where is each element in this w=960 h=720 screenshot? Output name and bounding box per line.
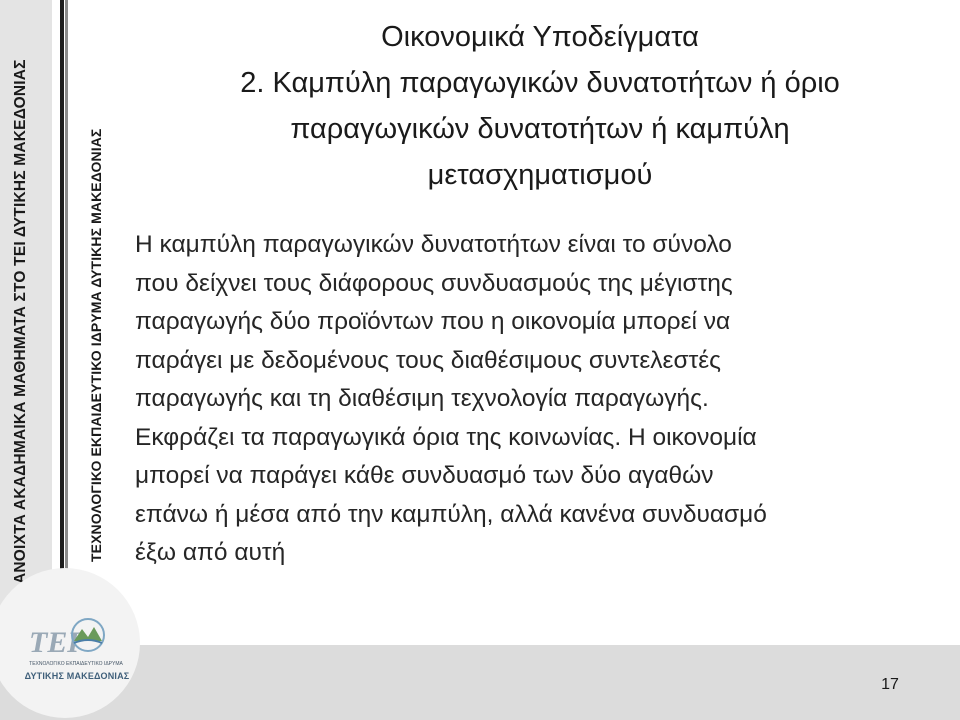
title-line: παραγωγικών δυνατοτήτων ή καμπύλη [290, 113, 790, 145]
title-line: μετασχηματισμού [427, 159, 653, 191]
slide-title [140, 14, 940, 198]
title-line: 2. Καμπύλη παραγωγικών δυνατοτήτων ή όριο [240, 67, 840, 99]
body-line: Η καμπύλη παραγωγικών δυνατοτήτων είναι το σύνολο [135, 231, 732, 258]
logo-text: TEI [29, 626, 80, 659]
body-line: Εκφράζει τα παραγωγικά όρια της κοινωνίας. Η οικονομία [135, 423, 757, 451]
body-line: που δείχνει τους διάφορους συνδυασμούς της μέγιστης [135, 269, 733, 297]
logo-name: ΔΥΤΙΚΗΣ ΜΑΚΕΔΟΝΙΑΣ [24, 671, 130, 681]
divider-bar [60, 0, 64, 600]
body-line: έξω από αυτή [135, 539, 286, 566]
divider-bar-light [65, 0, 68, 600]
slide-body [135, 226, 925, 573]
logo-subtitle: ΤΕΧΝΟΛΟΓΙΚΟ ΕΚΠΑΙΔΕΥΤΙΚΟ ΙΔΡΥΜΑ [29, 661, 123, 667]
side-label-outer: ΑΝΟΙΧΤΑ ΑΚΑΔΗΜΑΙΚΑ ΜΑΘΗΜΑΤΑ ΣΤΟ ΤΕΙ ΔΥΤΙΚΗΣ ΜΑΚΕΔΟΝΙΑΣ [12, 59, 29, 584]
body-line: επάνω ή μέσα από την καμπύλη, αλλά κανένα συνδυασμό [135, 500, 767, 528]
side-label-inner: ΤΕΧΝΟΛΟΓΙΚΟ ΕΚΠΑΙΔΕΥΤΙΚΟ ΙΔΡΥΜΑ ΔΥΤΙΚΗΣ ΜΑΚΕΔΟΝΙΑΣ [88, 128, 104, 562]
body-line: παραγωγής δύο προϊόντων που η οικονομία μπορεί να [135, 308, 731, 335]
slide-number: 17 [881, 676, 899, 693]
footer-bar [0, 645, 960, 720]
body-line: μπορεί να παράγει κάθε συνδυασμό των δύο αγαθών [135, 462, 714, 489]
body-line: παραγωγής και τη διαθέσιμη τεχνολογία παραγωγής. [135, 385, 709, 412]
tei-logo-icon [68, 617, 108, 653]
body-line: παράγει με δεδομένους τους διαθέσιμους συντελεστές [135, 346, 721, 374]
title-line: Οικονομικά Υποδείγματα [381, 21, 699, 53]
